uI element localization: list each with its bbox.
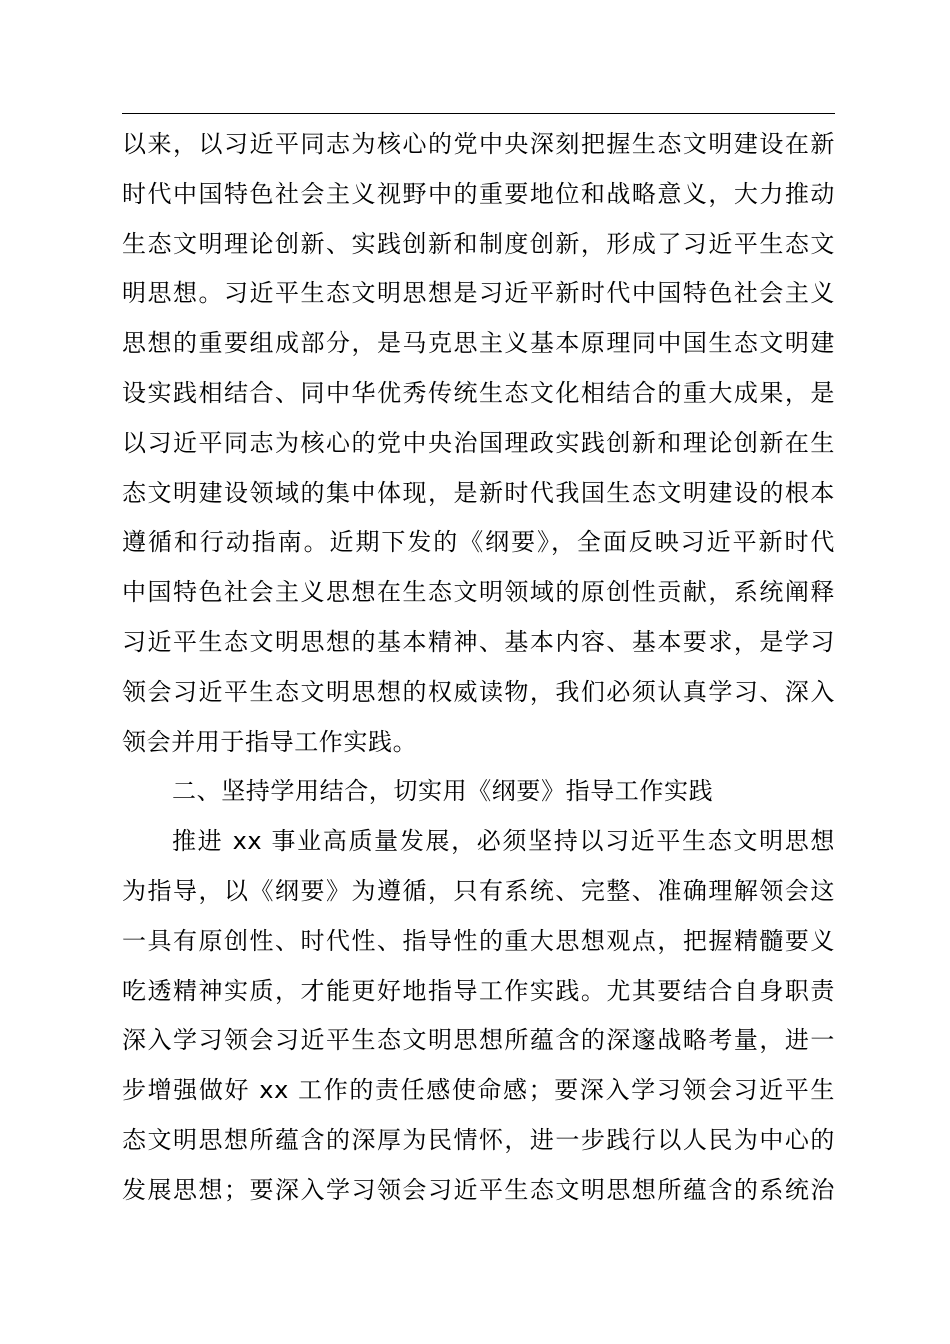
text-line: 以习近平同志为核心的党中央治国理政实践创新和理论创新在生	[122, 428, 835, 457]
text-line: 领会并用于指导工作实践。	[122, 727, 418, 756]
text-line: 为指导，以《纲要》为遵循，只有系统、完整、准确理解领会这	[122, 876, 835, 905]
text-line: 发展思想；要深入学习领会习近平生态文明思想所蕴含的系统治	[122, 1175, 835, 1204]
text-line: 一具有原创性、时代性、指导性的重大思想观点，把握精髓要义	[122, 926, 835, 955]
text-line: 步增强做好 xx 工作的责任感使命感；要深入学习领会习近平生	[122, 1076, 835, 1105]
text-line: 吃透精神实质，才能更好地指导工作实践。尤其要结合自身职责	[122, 976, 835, 1005]
header-rule	[122, 113, 835, 114]
section-heading: 二、坚持学用结合，切实用《纲要》指导工作实践	[172, 777, 714, 806]
text-line: 中国特色社会主义思想在生态文明领域的原创性贡献，系统阐释	[122, 578, 835, 607]
text-line: 设实践相结合、同中华优秀传统生态文化相结合的重大成果，是	[122, 378, 835, 407]
text-line: 态文明思想所蕴含的深厚为民情怀，进一步践行以人民为中心的	[122, 1125, 835, 1154]
text-line: 以来，以习近平同志为核心的党中央深刻把握生态文明建设在新	[122, 130, 835, 158]
text-line: 思想的重要组成部分，是马克思主义基本原理同中国生态文明建	[122, 329, 835, 358]
text-line: 明思想。习近平生态文明思想是习近平新时代中国特色社会主义	[122, 279, 835, 308]
body-text	[122, 120, 835, 1216]
text-line: 时代中国特色社会主义视野中的重要地位和战略意义，大力推动	[122, 179, 835, 208]
text-line: 习近平生态文明思想的基本精神、基本内容、基本要求，是学习	[122, 627, 835, 656]
text-line: 推进 xx 事业高质量发展，必须坚持以习近平生态文明思想	[172, 827, 835, 856]
text-line: 态文明建设领域的集中体现，是新时代我国生态文明建设的根本	[122, 478, 835, 507]
text-line: 生态文明理论创新、实践创新和制度创新，形成了习近平生态文	[122, 229, 835, 258]
text-line: 遵循和行动指南。近期下发的《纲要》，全面反映习近平新时代	[122, 528, 835, 557]
text-line: 领会习近平生态文明思想的权威读物，我们必须认真学习、深入	[122, 677, 835, 706]
text-line: 深入学习领会习近平生态文明思想所蕴含的深邃战略考量，进一	[122, 1026, 835, 1055]
